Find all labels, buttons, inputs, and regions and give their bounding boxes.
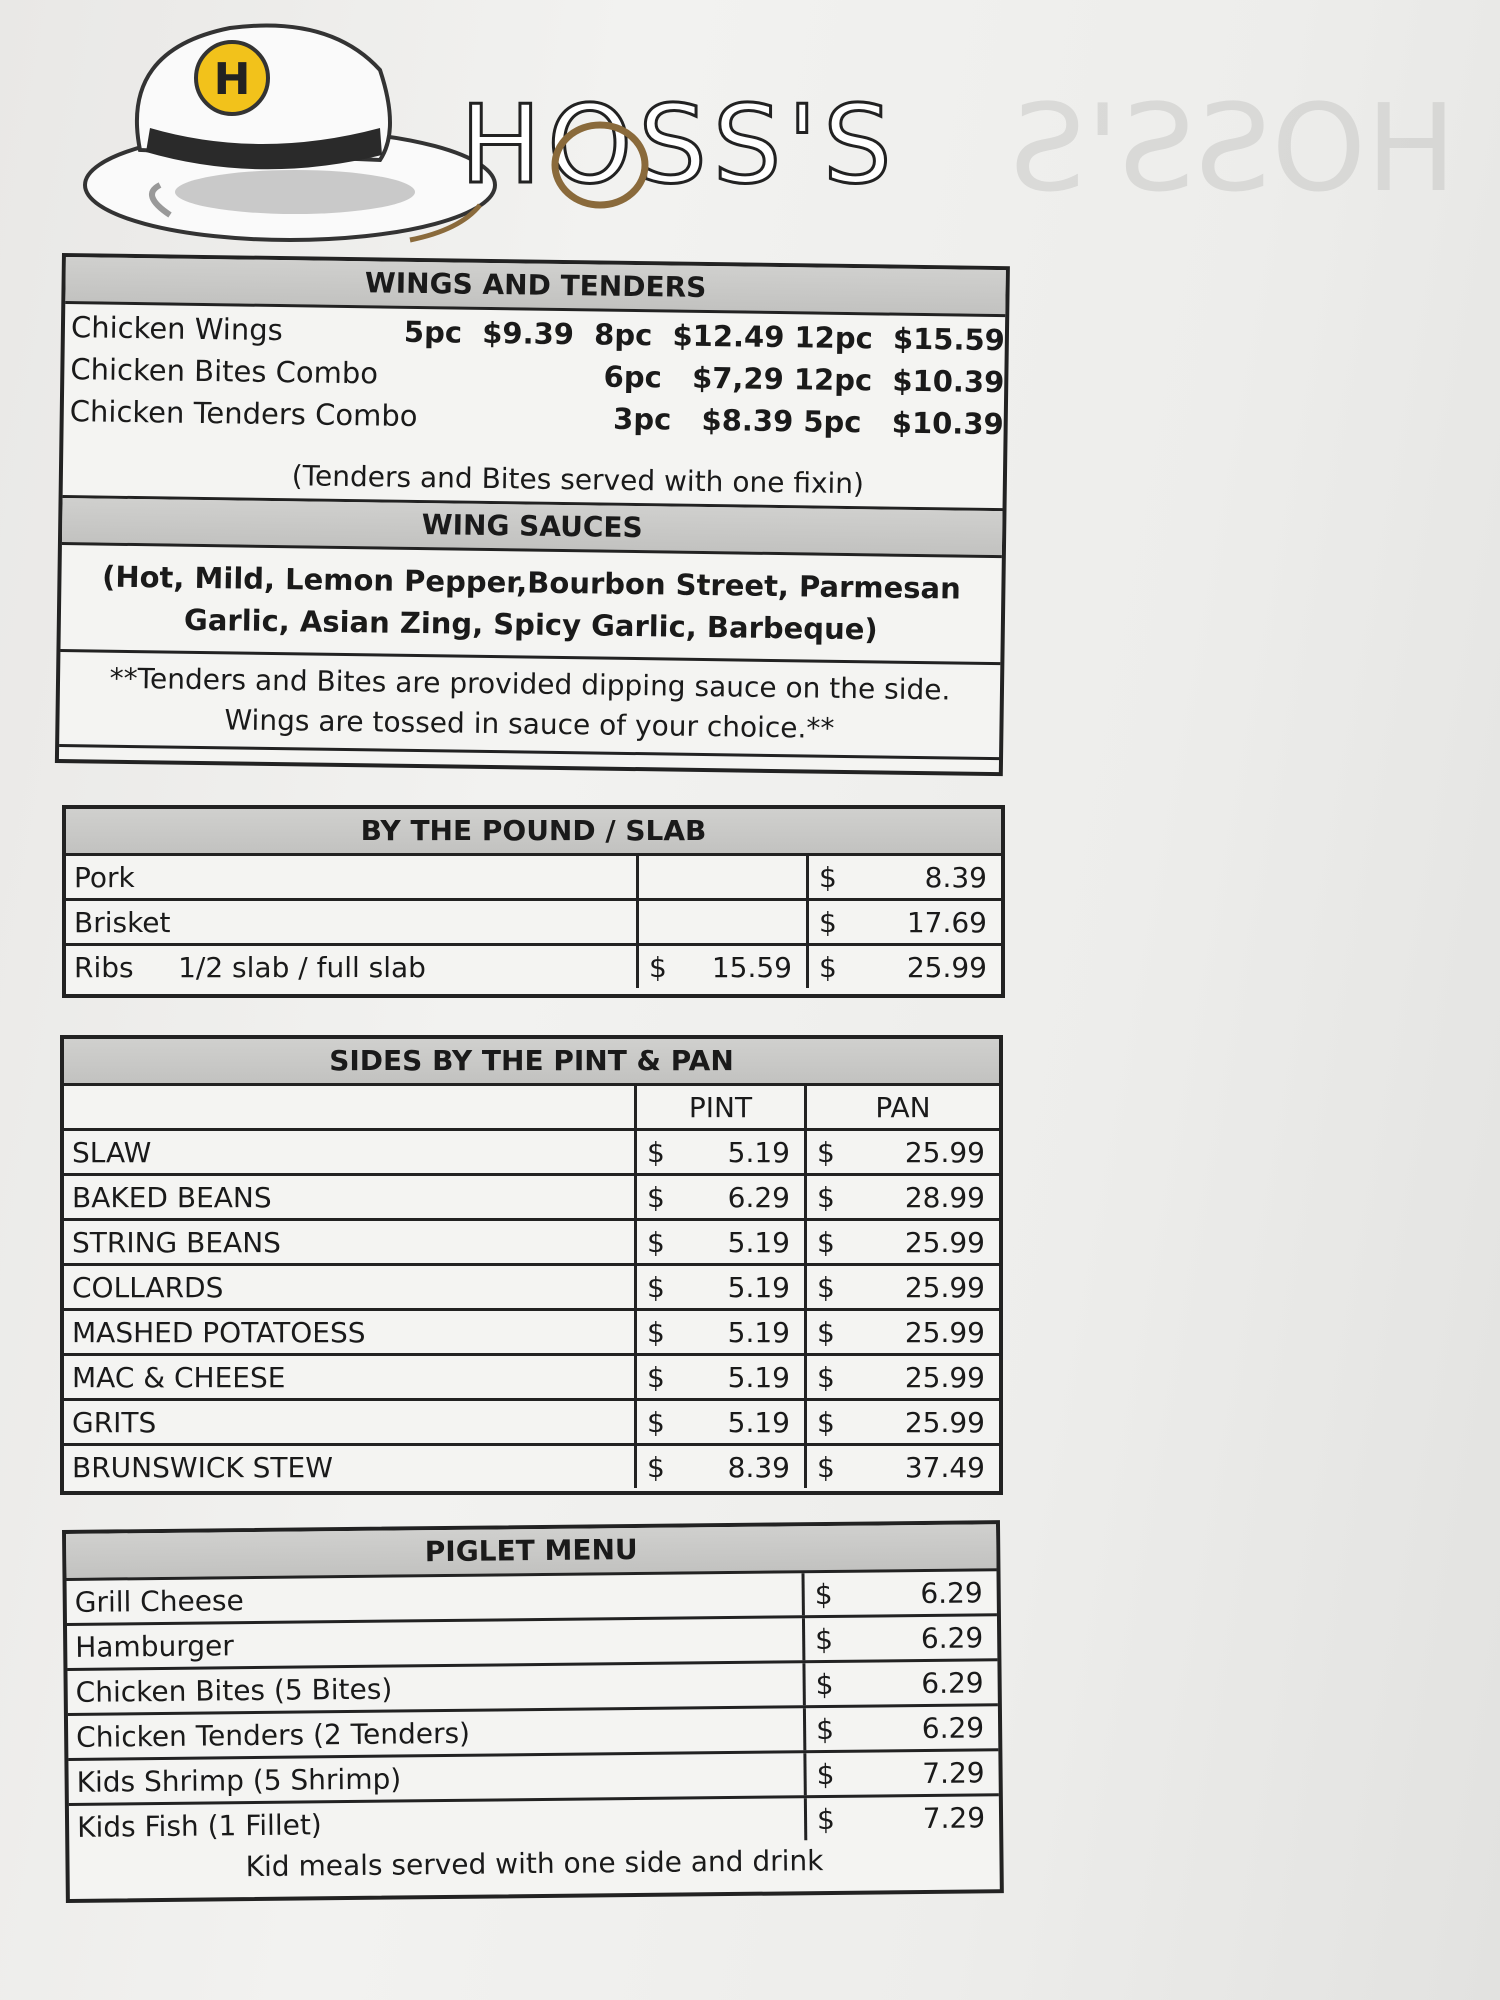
piglet-price: 6.29 [921,1665,984,1700]
pan-dollar: $ [817,1135,835,1169]
pan-dollar: $ [817,1180,835,1214]
piglet-item-name: Kids Fish (1 Fillet) [76,1807,322,1844]
bites-item-prices: 6pc $7,29 12pc $10.39 [603,359,1005,400]
pint-dollar: $ [647,1360,665,1394]
brand-name: HOSS'S [460,83,898,208]
pan-price: 25.99 [904,1135,985,1169]
pint-price: 5.19 [727,1405,790,1439]
pint-column-header: PINT [634,1086,804,1128]
sides-section [60,1035,1003,1495]
pint-price: 6.29 [727,1180,790,1214]
pint-price: 5.19 [727,1225,790,1259]
pint-dollar: $ [647,1270,665,1304]
pound-full-dollar: $ [819,950,837,984]
pound-full-price: 25.99 [906,950,987,984]
pint-price: 5.19 [727,1135,790,1169]
pan-price: 25.99 [904,1360,985,1394]
table-row [64,1446,999,1488]
pan-price: 25.99 [904,1405,985,1439]
sauces-note-line2: Wings are tossed in sauce of your choice.** [224,703,835,745]
table-row [64,1401,999,1446]
pan-dollar: $ [817,1360,835,1394]
pan-dollar: $ [817,1405,835,1439]
pint-dollar: $ [647,1225,665,1259]
pound-section [62,805,1005,998]
pan-price: 25.99 [904,1270,985,1304]
piglet-item-name: Grill Cheese [74,1583,244,1619]
pound-half-price: 15.59 [711,950,792,984]
side-item-name: BAKED BEANS [72,1180,272,1214]
piglet-price: 6.29 [921,1710,985,1745]
bites-item-name: Chicken Bites Combo [70,352,379,391]
wings-note: (Tenders and Bites served with one fixin) [63,454,1004,511]
pound-full-price: 8.39 [924,860,987,894]
pound-full-dollar: $ [819,905,837,939]
sauces-header: WING SAUCES [62,498,1003,558]
side-item-name: SLAW [72,1135,152,1169]
side-item-name: MASHED POTATOESS [72,1315,366,1349]
piglet-section [62,1520,1004,1903]
piglet-item-name: Chicken Tenders (2 Tenders) [75,1716,471,1754]
table-row [64,1356,999,1401]
pint-dollar: $ [647,1135,665,1169]
pound-item-name: Brisket [74,905,171,939]
pan-column-header: PAN [804,1086,999,1128]
piglet-dollar: $ [816,1757,835,1791]
pint-dollar: $ [647,1315,665,1349]
side-item-name: BRUNSWICK STEW [72,1450,333,1484]
pint-dollar: $ [647,1450,665,1484]
piglet-item-name: Hamburger [75,1628,234,1664]
table-row [64,1176,999,1221]
pint-price: 5.19 [727,1360,790,1394]
piglet-price: 7.29 [922,1800,986,1835]
table-row [64,1131,999,1176]
pound-half-dollar: $ [649,950,667,984]
side-item-name: COLLARDS [72,1270,224,1304]
pint-dollar: $ [647,1405,665,1439]
tenders-item-prices: 3pc $8.39 5pc $10.39 [612,401,1004,442]
table-row [66,901,1001,946]
lasso-icon [540,110,660,220]
table-row [66,946,1001,988]
pan-price: 25.99 [904,1315,985,1349]
piglet-note: Kid meals served with one side and drink [245,1844,824,1884]
pint-price: 8.39 [727,1450,790,1484]
pan-dollar: $ [817,1450,835,1484]
table-row [64,1311,999,1356]
table-row [66,856,1001,901]
wings-header: WINGS AND TENDERS [65,257,1006,317]
tenders-item-name: Chicken Tenders Combo [69,394,418,433]
pan-price: 37.49 [904,1450,985,1484]
sauces-list: (Hot, Mild, Lemon Pepper,Bourbon Street, Parmesan Garlic, Asian Zing, Spicy Garlic, Barbeque) [60,545,1001,665]
pint-dollar: $ [647,1180,665,1214]
pound-full-price: 17.69 [906,905,987,939]
sides-column-headers [64,1086,999,1131]
pound-full-dollar: $ [819,860,837,894]
pint-price: 5.19 [727,1315,790,1349]
piglet-item-name: Chicken Bites (5 Bites) [75,1672,393,1709]
wings-item-name: Chicken Wings [70,310,284,348]
side-item-name: STRING BEANS [72,1225,281,1259]
wings-item-prices: 5pc $9.39 8pc $12.49 12pc $15.59 [403,314,1006,358]
piglet-price: 6.29 [920,1620,984,1655]
table-row [64,1266,999,1311]
piglet-dollar: $ [815,1667,834,1701]
logo-letter: H [213,54,251,105]
pan-dollar: $ [817,1225,835,1259]
sides-header: SIDES BY THE PINT & PAN [64,1039,999,1086]
pint-price: 5.19 [727,1270,790,1304]
piglet-header: PIGLET MENU [66,1524,996,1581]
piglet-dollar: $ [814,1577,833,1611]
piglet-dollar: $ [815,1622,834,1656]
sauces-note-line1: **Tenders and Bites are provided dipping sauce on the side. [109,661,951,707]
piglet-price: 6.29 [920,1575,983,1610]
pound-item-name: Ribs 1/2 slab / full slab [74,950,426,984]
wings-section [55,253,1010,776]
pan-dollar: $ [817,1315,835,1349]
pan-dollar: $ [817,1270,835,1304]
pan-price: 25.99 [904,1225,985,1259]
pan-price: 28.99 [904,1180,985,1214]
pound-header: BY THE POUND / SLAB [66,809,1001,856]
piglet-dollar: $ [816,1802,836,1836]
pound-item-name: Pork [74,860,135,894]
side-item-name: GRITS [72,1405,157,1439]
piglet-dollar: $ [815,1712,835,1746]
table-row [64,1221,999,1266]
side-item-name: MAC & CHEESE [72,1360,286,1394]
piglet-price: 7.29 [922,1755,985,1790]
piglet-item-name: Kids Shrimp (5 Shrimp) [76,1761,402,1799]
